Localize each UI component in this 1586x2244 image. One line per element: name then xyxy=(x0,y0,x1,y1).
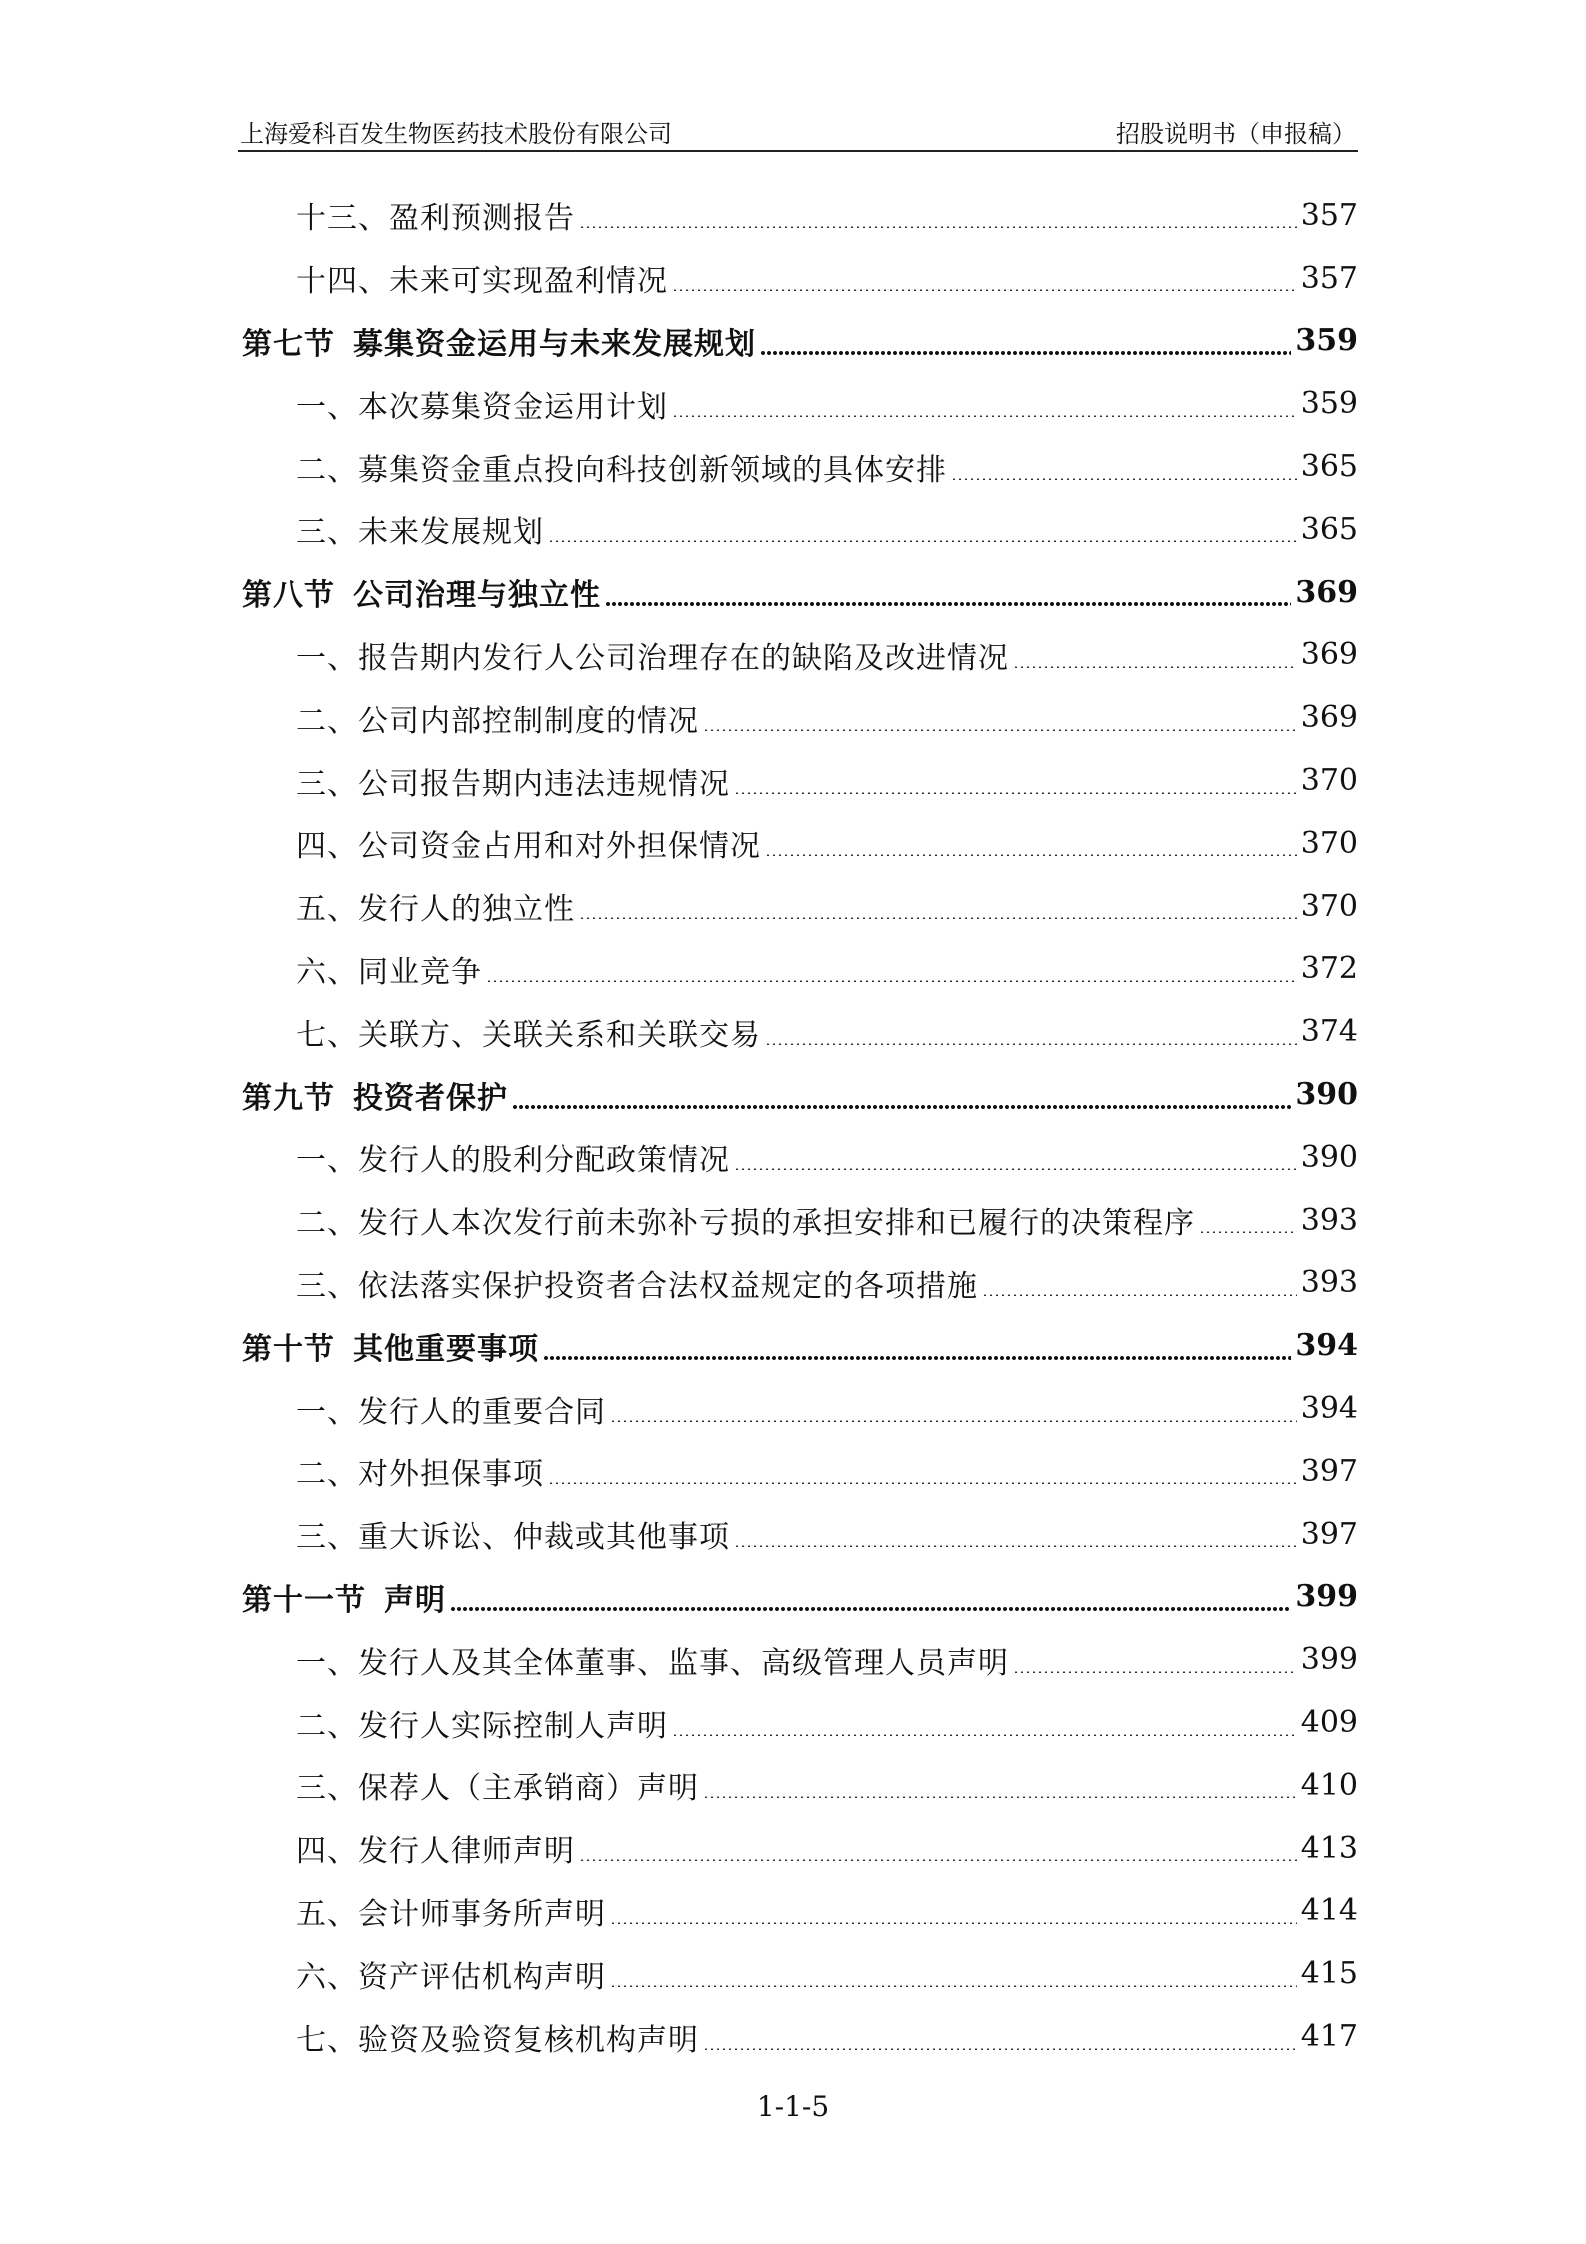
toc-page-number: 374 xyxy=(1300,1014,1358,1050)
toc-page-number: 410 xyxy=(1300,1767,1358,1803)
toc-section-label xyxy=(242,1575,446,1619)
toc-item-label: 四、公司资金占用和对外担保情况 xyxy=(296,829,761,865)
toc-item-label: 一、发行人的股利分配政策情况 xyxy=(296,1143,730,1179)
toc-page-number: 409 xyxy=(1300,1705,1358,1741)
toc-item-row[interactable] xyxy=(238,184,1358,247)
toc-section-number: 第七节 xyxy=(242,326,335,362)
toc-item-label: 十四、未来可实现盈利情况 xyxy=(296,264,668,300)
dot-leader xyxy=(672,415,1297,417)
toc-item-row[interactable] xyxy=(238,1252,1358,1315)
dot-leader xyxy=(703,2048,1297,2050)
dot-leader xyxy=(1013,666,1297,668)
toc-section-row[interactable] xyxy=(238,1314,1358,1377)
toc-section-row[interactable] xyxy=(238,1063,1358,1126)
toc-page-number: 369 xyxy=(1295,574,1358,610)
toc-page-number: 370 xyxy=(1300,888,1358,924)
toc-page-number: 357 xyxy=(1300,197,1358,233)
toc-item-label: 三、重大诉讼、仲裁或其他事项 xyxy=(296,1520,730,1556)
toc-item-label: 七、关联方、关联关系和关联交易 xyxy=(296,1017,761,1053)
dot-leader xyxy=(951,478,1297,480)
toc-section-number: 第十一节 xyxy=(242,1582,366,1618)
dot-leader xyxy=(1013,1671,1297,1673)
toc-section-title: 其他重要事项 xyxy=(353,1331,539,1367)
toc-item-row[interactable] xyxy=(238,1754,1358,1817)
toc-item-label: 六、资产评估机构声明 xyxy=(296,1959,606,1995)
toc-section-row[interactable] xyxy=(238,561,1358,624)
dot-leader xyxy=(548,540,1297,542)
dot-leader xyxy=(672,289,1297,291)
dot-leader xyxy=(982,1294,1297,1296)
toc-item-row[interactable] xyxy=(238,1503,1358,1566)
toc-item-row[interactable] xyxy=(238,1377,1358,1440)
toc-item-row[interactable] xyxy=(238,247,1358,310)
toc-item-label: 二、发行人实际控制人声明 xyxy=(296,1708,668,1744)
table-of-contents xyxy=(238,184,1358,2068)
toc-section-label xyxy=(242,570,601,614)
toc-item-label: 三、未来发展规划 xyxy=(296,515,544,551)
toc-item-row[interactable] xyxy=(238,812,1358,875)
toc-page-number: 359 xyxy=(1300,386,1358,422)
toc-section-title: 募集资金运用与未来发展规划 xyxy=(353,326,756,362)
toc-item-row[interactable] xyxy=(238,1126,1358,1189)
toc-page-number: 372 xyxy=(1300,951,1358,987)
toc-item-label: 二、公司内部控制制度的情况 xyxy=(296,703,699,739)
dot-leader xyxy=(450,1607,1291,1611)
toc-page-number: 397 xyxy=(1300,1453,1358,1489)
toc-page-number: 369 xyxy=(1300,700,1358,736)
dot-leader xyxy=(579,917,1297,919)
toc-page-number: 357 xyxy=(1300,260,1358,296)
dot-leader xyxy=(703,1796,1297,1798)
toc-page-number: 415 xyxy=(1300,1956,1358,1992)
toc-page-number: 394 xyxy=(1295,1328,1358,1364)
toc-item-row[interactable] xyxy=(238,1440,1358,1503)
toc-section-row[interactable] xyxy=(238,1566,1358,1629)
dot-leader xyxy=(605,602,1291,606)
toc-section-number: 第八节 xyxy=(242,578,335,614)
toc-item-label: 七、验资及验资复核机构声明 xyxy=(296,2022,699,2058)
toc-page-number: 369 xyxy=(1300,637,1358,673)
toc-page-number: 393 xyxy=(1300,1202,1358,1238)
toc-page-number: 397 xyxy=(1300,1516,1358,1552)
toc-item-row[interactable] xyxy=(238,1880,1358,1943)
dot-leader xyxy=(734,1168,1297,1170)
dot-leader xyxy=(486,980,1297,982)
toc-item-row[interactable] xyxy=(238,435,1358,498)
dot-leader xyxy=(610,1985,1297,1987)
toc-page-number: 394 xyxy=(1300,1391,1358,1427)
toc-item-row[interactable] xyxy=(238,372,1358,435)
page-header xyxy=(238,110,1358,152)
toc-item-row[interactable] xyxy=(238,749,1358,812)
toc-section-label xyxy=(242,1073,508,1117)
toc-item-label: 六、同业竞争 xyxy=(296,954,482,990)
toc-item-label: 三、公司报告期内违法违规情况 xyxy=(296,766,730,802)
toc-item-label: 四、发行人律师声明 xyxy=(296,1834,575,1870)
toc-page-number: 414 xyxy=(1300,1893,1358,1929)
dot-leader xyxy=(703,729,1297,731)
toc-page-number: 399 xyxy=(1300,1642,1358,1678)
toc-section-number: 第十节 xyxy=(242,1331,335,1367)
toc-page-number: 370 xyxy=(1300,763,1358,799)
toc-item-row[interactable] xyxy=(238,938,1358,1001)
toc-item-row[interactable] xyxy=(238,1628,1358,1691)
dot-leader xyxy=(734,1545,1297,1547)
dot-leader xyxy=(765,854,1297,856)
toc-page-number: 359 xyxy=(1295,323,1358,359)
toc-item-label: 一、报告期内发行人公司治理存在的缺陷及改进情况 xyxy=(296,640,1009,676)
toc-item-label: 二、发行人本次发行前未弥补亏损的承担安排和已履行的决策程序 xyxy=(296,1206,1195,1242)
dot-leader xyxy=(760,351,1291,355)
toc-item-label: 五、发行人的独立性 xyxy=(296,892,575,928)
toc-item-label: 五、会计师事务所声明 xyxy=(296,1896,606,1932)
toc-item-row[interactable] xyxy=(238,1000,1358,1063)
toc-page-number: 370 xyxy=(1300,825,1358,861)
dot-leader xyxy=(610,1922,1297,1924)
dot-leader xyxy=(765,1043,1297,1045)
toc-section-label xyxy=(242,1324,539,1368)
toc-page-number: 417 xyxy=(1300,2019,1358,2054)
toc-item-row[interactable] xyxy=(238,498,1358,561)
dot-leader xyxy=(1199,1231,1297,1233)
toc-item-label: 三、保荐人（主承销商）声明 xyxy=(296,1771,699,1807)
header-document-title: 招股说明书（申报稿） xyxy=(1116,120,1356,148)
toc-page-number: 413 xyxy=(1300,1830,1358,1866)
toc-item-label: 十三、盈利预测报告 xyxy=(296,201,575,237)
toc-item-row[interactable] xyxy=(238,686,1358,749)
toc-item-label: 一、本次募集资金运用计划 xyxy=(296,389,668,425)
toc-item-label: 二、对外担保事项 xyxy=(296,1457,544,1493)
toc-page-number: 365 xyxy=(1300,511,1358,547)
toc-item-label: 一、发行人的重要合同 xyxy=(296,1394,606,1430)
toc-page-number: 390 xyxy=(1300,1139,1358,1175)
toc-page-number: 399 xyxy=(1295,1579,1358,1615)
toc-item-row[interactable] xyxy=(238,2005,1358,2068)
toc-item-row[interactable] xyxy=(238,1691,1358,1754)
toc-item-label: 三、依法落实保护投资者合法权益规定的各项措施 xyxy=(296,1268,978,1304)
toc-page-number: 365 xyxy=(1300,449,1358,485)
toc-page-number: 390 xyxy=(1295,1077,1358,1113)
toc-section-label xyxy=(242,319,756,363)
page-number: 1-1-5 xyxy=(756,2090,830,2123)
dot-leader xyxy=(548,1482,1297,1484)
toc-item-row[interactable] xyxy=(238,624,1358,687)
toc-item-label: 二、募集资金重点投向科技创新领域的具体安排 xyxy=(296,452,947,488)
dot-leader xyxy=(512,1105,1291,1109)
toc-item-row[interactable] xyxy=(238,1942,1358,2005)
toc-item-row[interactable] xyxy=(238,875,1358,938)
toc-item-row[interactable] xyxy=(238,1189,1358,1252)
dot-leader xyxy=(734,792,1297,794)
toc-item-label: 一、发行人及其全体董事、监事、高级管理人员声明 xyxy=(296,1645,1009,1681)
dot-leader xyxy=(579,226,1297,228)
toc-page-number: 393 xyxy=(1300,1265,1358,1301)
header-company-name: 上海爱科百发生物医药技术股份有限公司 xyxy=(240,120,672,148)
toc-section-title: 声明 xyxy=(384,1582,446,1618)
toc-item-row[interactable] xyxy=(238,1817,1358,1880)
dot-leader xyxy=(543,1356,1291,1360)
toc-section-number: 第九节 xyxy=(242,1080,335,1116)
toc-section-title: 公司治理与独立性 xyxy=(353,578,601,614)
toc-section-row[interactable] xyxy=(238,310,1358,373)
dot-leader xyxy=(610,1420,1297,1422)
dot-leader xyxy=(579,1859,1297,1861)
toc-section-title: 投资者保护 xyxy=(353,1080,508,1116)
dot-leader xyxy=(672,1734,1297,1736)
